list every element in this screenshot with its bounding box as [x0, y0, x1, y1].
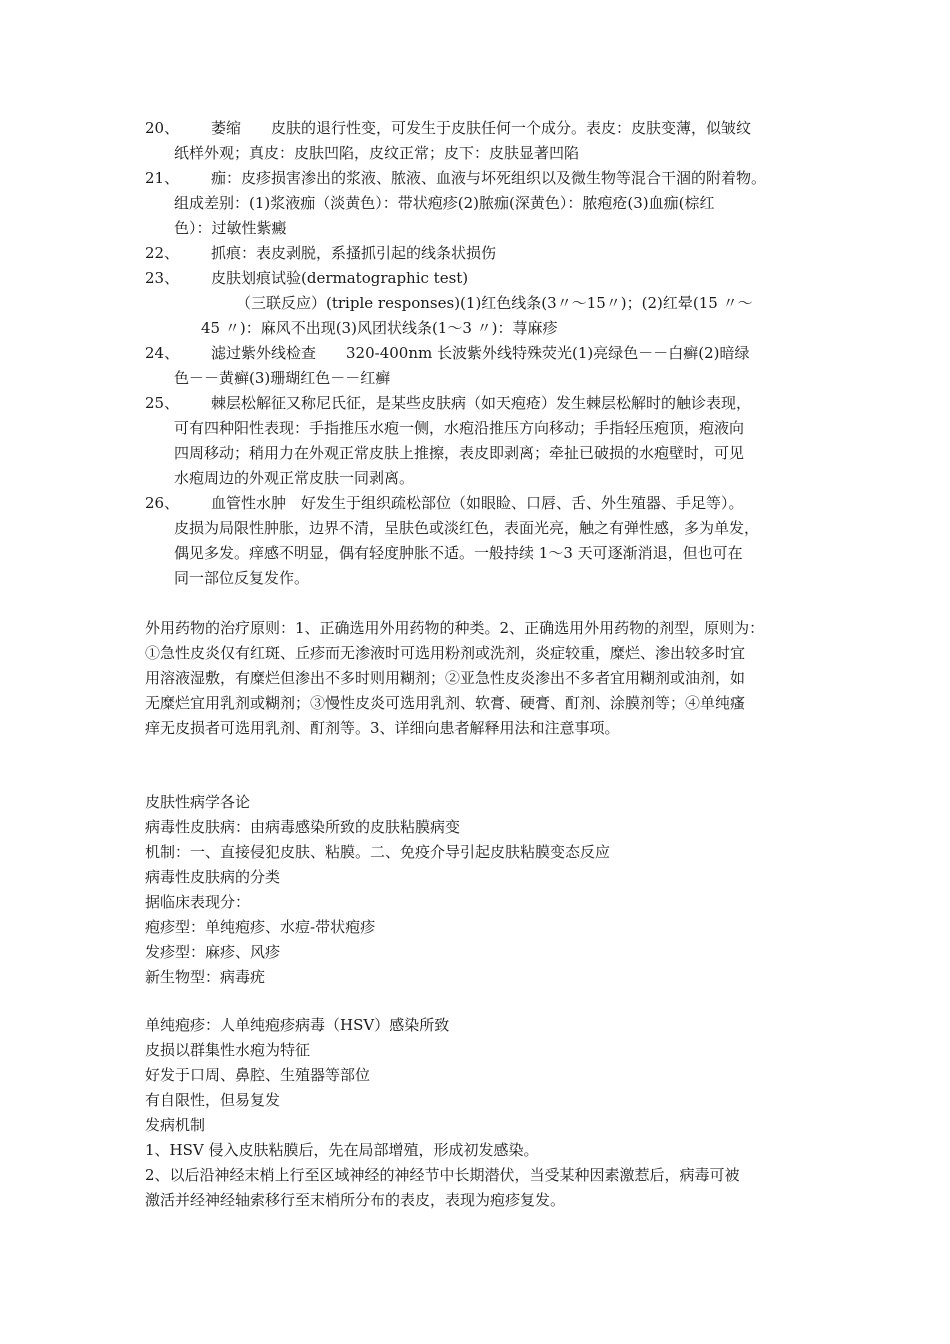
item-line: 水疱周边的外观正常皮肤一同剥离。	[174, 469, 415, 487]
list-item	[145, 341, 810, 391]
list-item	[145, 241, 810, 266]
text-line: 1、HSV 侵入皮肤粘膜后，先在局部增殖，形成初发感染。	[145, 1141, 539, 1159]
text-line: 激活并经神经轴索移行至末梢所分布的表皮，表现为疱疹复发。	[145, 1191, 566, 1209]
list-item	[145, 266, 810, 341]
text-line: 2、以后沿神经末梢上行至区域神经的神经节中长期潜伏，当受某种因素激惹后，病毒可被	[145, 1166, 740, 1184]
item-line: 血管性水肿 好发生于组织疏松部位（如眼睑、口唇、舌、外生殖器、手足等）。	[211, 494, 744, 512]
text-line: 皮损以群集性水疱为特征	[145, 1041, 311, 1059]
text-line: 单纯疱疹：人单纯疱疹病毒（HSV）感染所致	[145, 1016, 450, 1034]
paragraph-line: 痒无皮损者可选用乳剂、酊剂等。3、详细向患者解释用法和注意事项。	[145, 719, 620, 737]
paragraph-line: 外用药物的治疗原则：1、正确选用外用药物的种类。2、正确选用外用药物的剂型，原则为：	[145, 619, 765, 637]
treatment-principles-paragraph	[145, 616, 810, 741]
item-line: 组成差别：(1)浆液痂（淡黄色）：带状疱疹(2)脓痂(深黄色）：脓疱疮(3)血痂(棕红	[174, 194, 715, 212]
item-line: 偶见多发。痒感不明显，偶有轻度肿胀不适。一般持续 1～3 天可逐渐消退，但也可在	[174, 544, 743, 562]
item-line: 色－－黄癣(3)珊瑚红色－－红癣	[174, 369, 391, 387]
item-number: 21、	[145, 169, 180, 187]
section-heading: 皮肤性病学各论	[145, 793, 251, 811]
herpes-simplex-section	[145, 1013, 810, 1213]
item-number: 20、	[145, 119, 180, 137]
list-item	[145, 391, 810, 491]
item-line: 棘层松解征又称尼氏征，是某些皮肤病（如天疱疮）发生棘层松解时的触诊表现，	[211, 394, 752, 412]
text-line: 好发于口周、鼻腔、生殖器等部位	[145, 1066, 371, 1084]
item-line: 色）：过敏性紫癜	[174, 219, 287, 237]
viral-skin-disease-section	[145, 790, 810, 990]
text-line: 发病机制	[145, 1116, 206, 1134]
item-number: 24、	[145, 344, 180, 362]
paragraph-line: 无糜烂宜用乳剂或糊剂；③慢性皮炎可选用乳剂、软膏、硬膏、酊剂、涂膜剂等；④单纯瘙	[145, 694, 746, 712]
item-line: 同一部位反复发作。	[174, 569, 310, 587]
item-number: 26、	[145, 494, 180, 512]
item-line: 纸样外观；真皮：皮肤凹陷，皮纹正常；皮下：皮肤显著凹陷	[174, 144, 580, 162]
text-line: 病毒性皮肤病：由病毒感染所致的皮肤粘膜病变	[145, 818, 461, 836]
item-line: 四周移动；稍用力在外观正常皮肤上推擦，表皮即剥离；牵扯已破损的水疱壁时，可见	[174, 444, 745, 462]
text-line: 疱疹型：单纯疱疹、水痘-带状疱疹	[145, 918, 376, 936]
text-line: 病毒性皮肤病的分类	[145, 868, 281, 886]
item-line: 滤过紫外线检查 320-400nm 长波紫外线特殊荧光(1)亮绿色－－白癣(2)暗绿	[211, 344, 750, 362]
item-line: 痂：皮疹损害渗出的浆液、脓液、血液与坏死组织以及微生物等混合干涸的附着物。	[211, 169, 767, 187]
item-number: 23、	[145, 269, 180, 287]
list-item	[145, 116, 810, 166]
text-line: 机制：一、直接侵犯皮肤、粘膜。二、免疫介导引起皮肤粘膜变态反应	[145, 843, 611, 861]
item-line: 萎缩 皮肤的退行性变，可发生于皮肤任何一个成分。表皮：皮肤变薄，似皱纹	[211, 119, 752, 137]
item-line: 皮损为局限性肿胀，边界不清，呈肤色或淡红色，表面光亮，触之有弹性感，多为单发，	[174, 519, 760, 537]
item-line: 45 〃)：麻风不出现(3)风团状线条(1～3 〃)：荨麻疹	[201, 319, 558, 337]
list-item	[145, 491, 810, 591]
item-line: 抓痕：表皮剥脱，系搔抓引起的线条状损伤	[211, 244, 497, 262]
item-line: 可有四种阳性表现：手指推压水疱一侧，水疱沿推压方向移动；手指轻压疱顶，疱液向	[174, 419, 745, 437]
item-line: 皮肤划痕试验(dermatographic test)	[211, 269, 469, 287]
text-line: 发疹型：麻疹、风疹	[145, 943, 281, 961]
text-line: 新生物型：病毒疣	[145, 968, 266, 986]
text-line: 据临床表现分：	[145, 893, 251, 911]
paragraph-line: 用溶液湿敷，有糜烂但渗出不多时则用糊剂；②亚急性皮炎渗出不多者宜用糊剂或油剂，如	[145, 669, 746, 687]
item-line: （三联反应）(triple responses)(1)红色线条(3〃～15〃)；(2)红晕(15 〃～	[236, 294, 753, 312]
text-line: 有自限性，但易复发	[145, 1091, 281, 1109]
list-item	[145, 166, 810, 241]
paragraph-line: ①急性皮炎仅有红斑、丘疹而无渗液时可选用粉剂或洗剂，炎症较重，糜烂、渗出较多时宜	[145, 644, 746, 662]
item-number: 25、	[145, 394, 180, 412]
item-number: 22、	[145, 244, 180, 262]
